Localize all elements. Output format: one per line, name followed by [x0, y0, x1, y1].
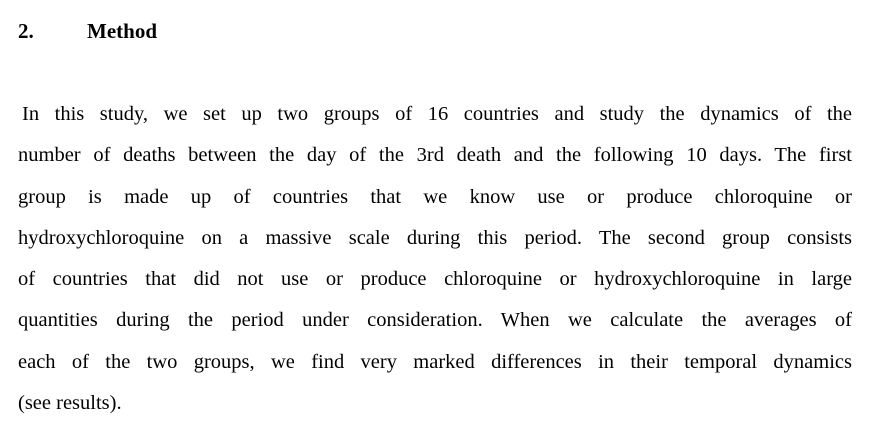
paragraph-line: each of the two groups, we find very marked differences in their temporal dynamics	[18, 350, 852, 373]
section-heading	[18, 17, 157, 45]
paragraph-line: of countries that did not use or produce chloroquine or hydroxychloroquine in large	[18, 268, 852, 291]
paragraph-line: number of deaths between the day of the 3rd death and the following 10 days. The first	[18, 144, 852, 167]
paragraph-line: (see results).	[18, 392, 122, 415]
section-title: Method	[87, 19, 157, 43]
paragraph-line: In this study, we set up two groups of 16 countries and study the dynamics of the	[22, 103, 852, 125]
method-paragraph	[18, 94, 852, 424]
section-number: 2.	[18, 19, 34, 43]
paragraph-line: group is made up of countries that we know use or produce chloroquine or	[18, 185, 852, 208]
paragraph-line: quantities during the period under consideration. When we calculate the averages of	[18, 309, 852, 332]
paragraph-line: hydroxychloroquine on a massive scale during this period. The second group consists	[18, 226, 852, 249]
